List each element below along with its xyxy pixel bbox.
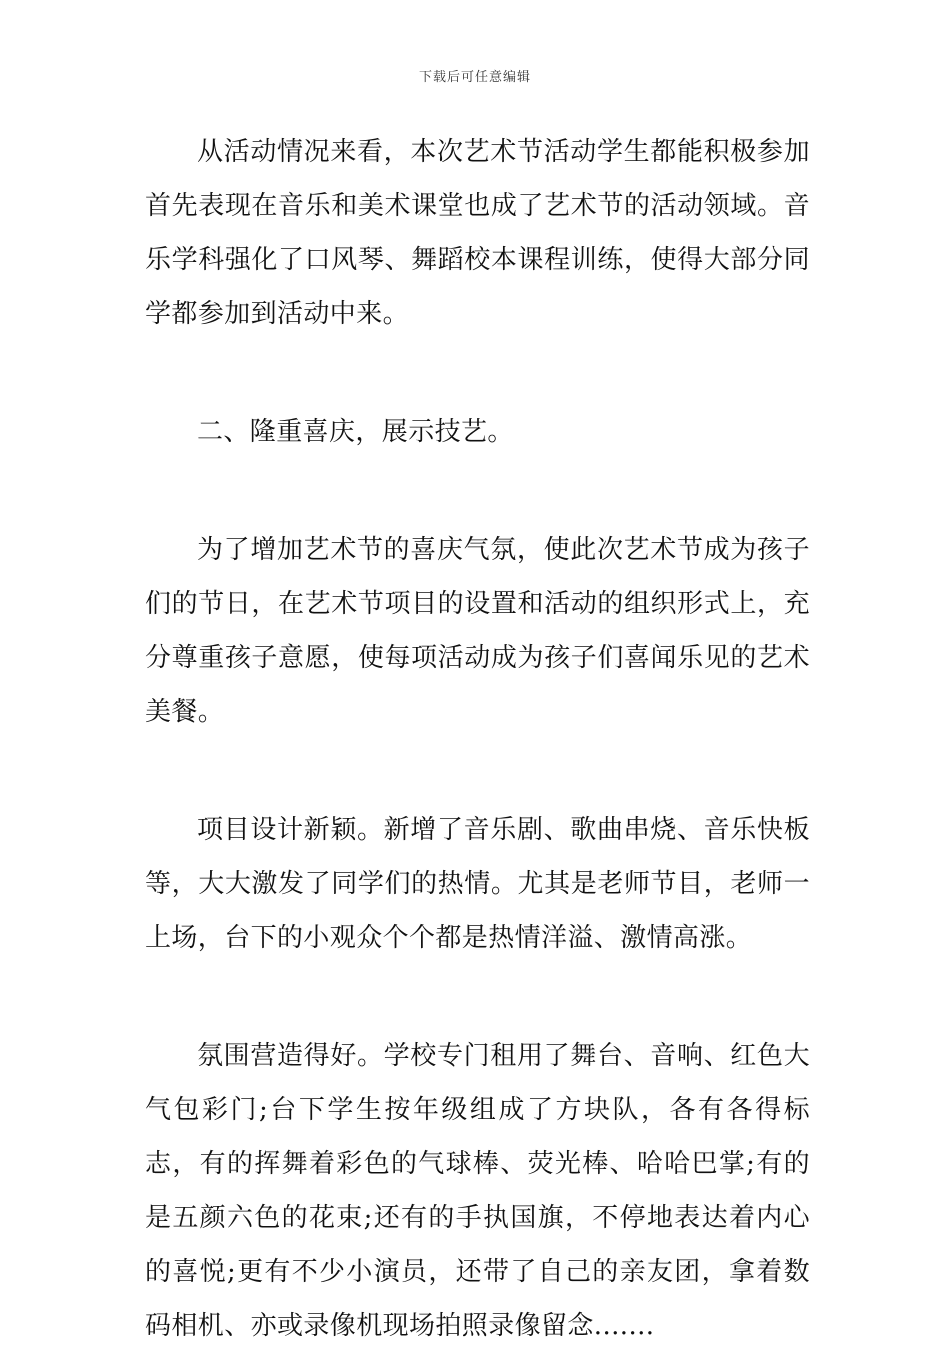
page-header-note: 下载后可任意编辑: [418, 70, 531, 85]
paragraph-atmosphere-building: 氛围营造得好。学校专门租用了舞台、音响、红色大气包彩门;台下学生按年级组成了方块队，各有各得标志，有的挥舞着彩色的气球棒、荧光棒、哈哈巴掌;有的是五颜六色的花束;还有的手执国旗，不停地表达着内心的喜悦;更有不少小演员，还带了自己的亲友团，拿着数码相机、亦或录像机现场拍照录像留念.......: [145, 1041, 810, 1341]
section-heading: 二、隆重喜庆，展示技艺。: [197, 417, 514, 447]
paragraph-activity-overview: 从活动情况来看，本次艺术节活动学生都能积极参加首先表现在音乐和美术课堂也成了艺术节的活动领域。音乐学科强化了口风琴、舞蹈校本课程训练，使得大部分同学都参加到活动中来。: [145, 137, 810, 329]
paragraph-project-design: 项目设计新颖。新增了音乐剧、歌曲串烧、音乐快板等，大大激发了同学们的热情。尤其是老师节目，老师一上场，台下的小观众个个都是热情洋溢、激情高涨。: [145, 815, 810, 953]
paragraph-festive-atmosphere: 为了增加艺术节的喜庆气氛，使此次艺术节成为孩子们的节日，在艺术节项目的设置和活动的组织形式上，充分尊重孩子意愿，使每项活动成为孩子们喜闻乐见的艺术美餐。: [145, 535, 810, 727]
document-body: [145, 125, 810, 1353]
